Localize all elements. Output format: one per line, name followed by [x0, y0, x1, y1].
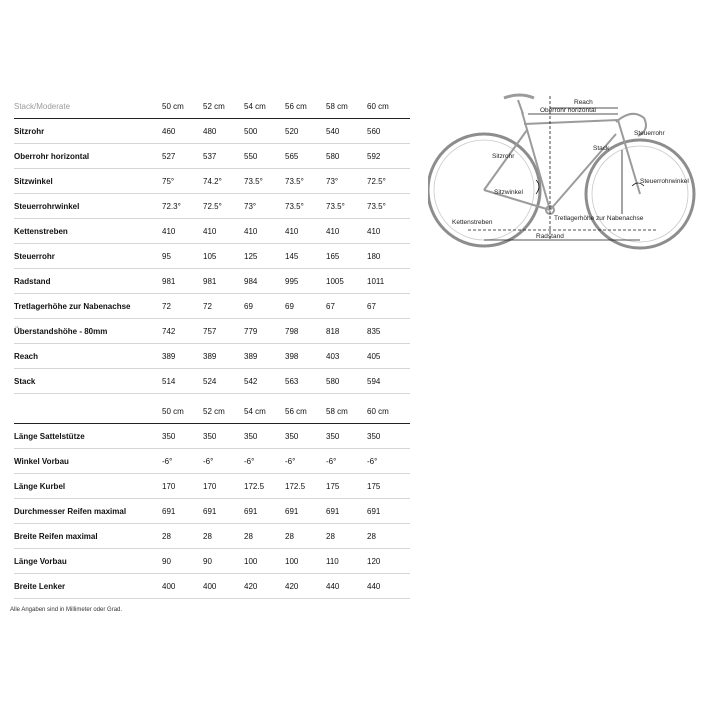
value-cell: 389 [203, 351, 217, 361]
value-cell: 460 [162, 126, 176, 136]
table-row [14, 424, 410, 449]
label-steuerrohr: Steuerrohr [634, 130, 665, 137]
label-oberrohr: Oberrohr horizontal [540, 107, 596, 114]
row-label: Tretlagerhöhe zur Nabenachse [14, 301, 131, 311]
value-cell: 400 [162, 581, 176, 591]
value-cell: 170 [162, 481, 176, 491]
table-header [14, 399, 410, 424]
value-cell: 410 [244, 226, 258, 236]
value-cell: 73.5° [285, 176, 304, 186]
value-cell: 742 [162, 326, 176, 336]
value-cell: 500 [244, 126, 258, 136]
value-cell: 580 [326, 376, 340, 386]
value-cell: 524 [203, 376, 217, 386]
value-cell: 69 [285, 301, 294, 311]
value-cell: 405 [367, 351, 381, 361]
value-cell: 72.5° [367, 176, 386, 186]
value-cell: 105 [203, 251, 217, 261]
label-kettenstreben: Kettenstreben [452, 219, 493, 226]
value-cell: -6° [244, 456, 255, 466]
row-label: Überstandshöhe - 80mm [14, 326, 108, 336]
table-row [14, 194, 410, 219]
value-cell: 67 [367, 301, 376, 311]
value-cell: 28 [367, 531, 376, 541]
value-cell: -6° [162, 456, 173, 466]
value-cell: 28 [244, 531, 253, 541]
row-label: Breite Reifen maximal [14, 531, 98, 541]
value-cell: 74.2° [203, 176, 222, 186]
table-row [14, 369, 410, 394]
bike-geometry-diagram [428, 90, 698, 260]
table-row [14, 294, 410, 319]
value-cell: 835 [367, 326, 381, 336]
size-header: 50 cm [162, 406, 184, 416]
row-label: Oberrohr horizontal [14, 151, 90, 161]
value-cell: 757 [203, 326, 217, 336]
value-cell: 398 [285, 351, 299, 361]
table-row [14, 269, 410, 294]
value-cell: 69 [244, 301, 253, 311]
size-header: 54 cm [244, 406, 266, 416]
value-cell: 410 [326, 226, 340, 236]
table-row [14, 169, 410, 194]
value-cell: 981 [203, 276, 217, 286]
value-cell: -6° [367, 456, 378, 466]
value-cell: -6° [285, 456, 296, 466]
row-label: Steuerrohrwinkel [14, 201, 80, 211]
row-label: Radstand [14, 276, 51, 286]
value-cell: 537 [203, 151, 217, 161]
value-cell: 165 [326, 251, 340, 261]
value-cell: 818 [326, 326, 340, 336]
value-cell: 172.5 [285, 481, 306, 491]
value-cell: 350 [326, 431, 340, 441]
value-cell: 28 [203, 531, 212, 541]
value-cell: 514 [162, 376, 176, 386]
size-header: 54 cm [244, 101, 266, 111]
value-cell: 125 [244, 251, 258, 261]
value-cell: 100 [285, 556, 299, 566]
value-cell: 73.5° [285, 201, 304, 211]
table-row [14, 344, 410, 369]
size-header: 58 cm [326, 101, 348, 111]
value-cell: 350 [367, 431, 381, 441]
value-cell: 984 [244, 276, 258, 286]
table-title: Stack/Moderate [14, 101, 71, 111]
value-cell: 73° [326, 176, 339, 186]
value-cell: 410 [285, 226, 299, 236]
value-cell: 560 [367, 126, 381, 136]
value-cell: 172.5 [244, 481, 265, 491]
value-cell: 73.5° [326, 201, 345, 211]
value-cell: 90 [162, 556, 171, 566]
value-cell: 73.5° [244, 176, 263, 186]
value-cell: -6° [326, 456, 337, 466]
row-label: Stack [14, 376, 36, 386]
value-cell: 410 [367, 226, 381, 236]
value-cell: 440 [367, 581, 381, 591]
row-label: Sitzrohr [14, 126, 45, 136]
size-header: 58 cm [326, 406, 348, 416]
value-cell: 594 [367, 376, 381, 386]
row-label: Breite Lenker [14, 581, 66, 591]
value-cell: 175 [367, 481, 381, 491]
value-cell: 420 [285, 581, 299, 591]
value-cell: 28 [285, 531, 294, 541]
value-cell: 350 [285, 431, 299, 441]
value-cell: 691 [367, 506, 381, 516]
value-cell: 480 [203, 126, 217, 136]
size-header: 60 cm [367, 101, 389, 111]
value-cell: 691 [326, 506, 340, 516]
row-label: Länge Sattelstütze [14, 431, 85, 441]
value-cell: 350 [162, 431, 176, 441]
table-row [14, 474, 410, 499]
value-cell: 389 [162, 351, 176, 361]
value-cell: 981 [162, 276, 176, 286]
value-cell: 1011 [367, 276, 385, 286]
row-label: Steuerrohr [14, 251, 55, 261]
label-radstand: Radstand [536, 233, 564, 240]
row-label: Reach [14, 351, 39, 361]
value-cell: 100 [244, 556, 258, 566]
value-cell: 691 [244, 506, 258, 516]
value-cell: 580 [326, 151, 340, 161]
label-stack: Stack [593, 145, 610, 152]
value-cell: 389 [244, 351, 258, 361]
value-cell: 145 [285, 251, 299, 261]
label-reach: Reach [574, 99, 593, 106]
value-cell: 73.5° [367, 201, 386, 211]
value-cell: 1005 [326, 276, 344, 286]
geometry-table-components [14, 399, 410, 599]
label-steuerrohrwinkel: Steuerrohrwinkel [640, 178, 689, 185]
row-label: Durchmesser Reifen maximal [14, 506, 127, 516]
value-cell: 440 [326, 581, 340, 591]
value-cell: 28 [162, 531, 171, 541]
table-row [14, 144, 410, 169]
value-cell: 592 [367, 151, 381, 161]
value-cell: 995 [285, 276, 299, 286]
value-cell: 542 [244, 376, 258, 386]
row-label: Sitzwinkel [14, 176, 53, 186]
value-cell: 779 [244, 326, 258, 336]
table-row [14, 449, 410, 474]
size-header: 56 cm [285, 406, 307, 416]
value-cell: 72 [162, 301, 171, 311]
value-cell: 73° [244, 201, 257, 211]
value-cell: 691 [162, 506, 176, 516]
geometry-table-main [14, 94, 410, 394]
value-cell: 90 [203, 556, 212, 566]
table-row [14, 244, 410, 269]
label-sitzwinkel: Sitzwinkel [494, 189, 523, 196]
size-header: 50 cm [162, 101, 184, 111]
value-cell: 180 [367, 251, 381, 261]
value-cell: 691 [285, 506, 299, 516]
value-cell: 95 [162, 251, 171, 261]
value-cell: 540 [326, 126, 340, 136]
table-row [14, 574, 410, 599]
value-cell: 410 [162, 226, 176, 236]
value-cell: 420 [244, 581, 258, 591]
value-cell: -6° [203, 456, 214, 466]
value-cell: 72.5° [203, 201, 222, 211]
table-row [14, 119, 410, 144]
value-cell: 67 [326, 301, 335, 311]
value-cell: 75° [162, 176, 175, 186]
value-cell: 170 [203, 481, 217, 491]
row-label: Winkel Vorbau [14, 456, 69, 466]
table-row [14, 219, 410, 244]
value-cell: 563 [285, 376, 299, 386]
row-label: Kettenstreben [14, 226, 68, 236]
table-row [14, 524, 410, 549]
value-cell: 350 [244, 431, 258, 441]
size-header: 52 cm [203, 406, 225, 416]
value-cell: 410 [203, 226, 217, 236]
value-cell: 72 [203, 301, 212, 311]
value-cell: 550 [244, 151, 258, 161]
value-cell: 72.3° [162, 201, 181, 211]
size-header: 56 cm [285, 101, 307, 111]
value-cell: 403 [326, 351, 340, 361]
table-header [14, 94, 410, 119]
value-cell: 520 [285, 126, 299, 136]
value-cell: 110 [326, 556, 339, 566]
row-label: Länge Kurbel [14, 481, 66, 491]
table-row [14, 319, 410, 344]
size-header: 52 cm [203, 101, 225, 111]
row-label: Länge Vorbau [14, 556, 67, 566]
value-cell: 120 [367, 556, 381, 566]
footnote: Alle Angaben sind in Millimeter oder Grad. [10, 607, 123, 613]
label-tretlager: Tretlagerhöhe zur Nabenachse [554, 215, 644, 222]
value-cell: 527 [162, 151, 176, 161]
value-cell: 175 [326, 481, 340, 491]
size-header: 60 cm [367, 406, 389, 416]
value-cell: 691 [203, 506, 217, 516]
label-sitzrohr: Sitzrohr [492, 153, 515, 160]
value-cell: 28 [326, 531, 335, 541]
value-cell: 565 [285, 151, 299, 161]
table-row [14, 549, 410, 574]
value-cell: 798 [285, 326, 299, 336]
value-cell: 400 [203, 581, 217, 591]
table-row [14, 499, 410, 524]
value-cell: 350 [203, 431, 217, 441]
